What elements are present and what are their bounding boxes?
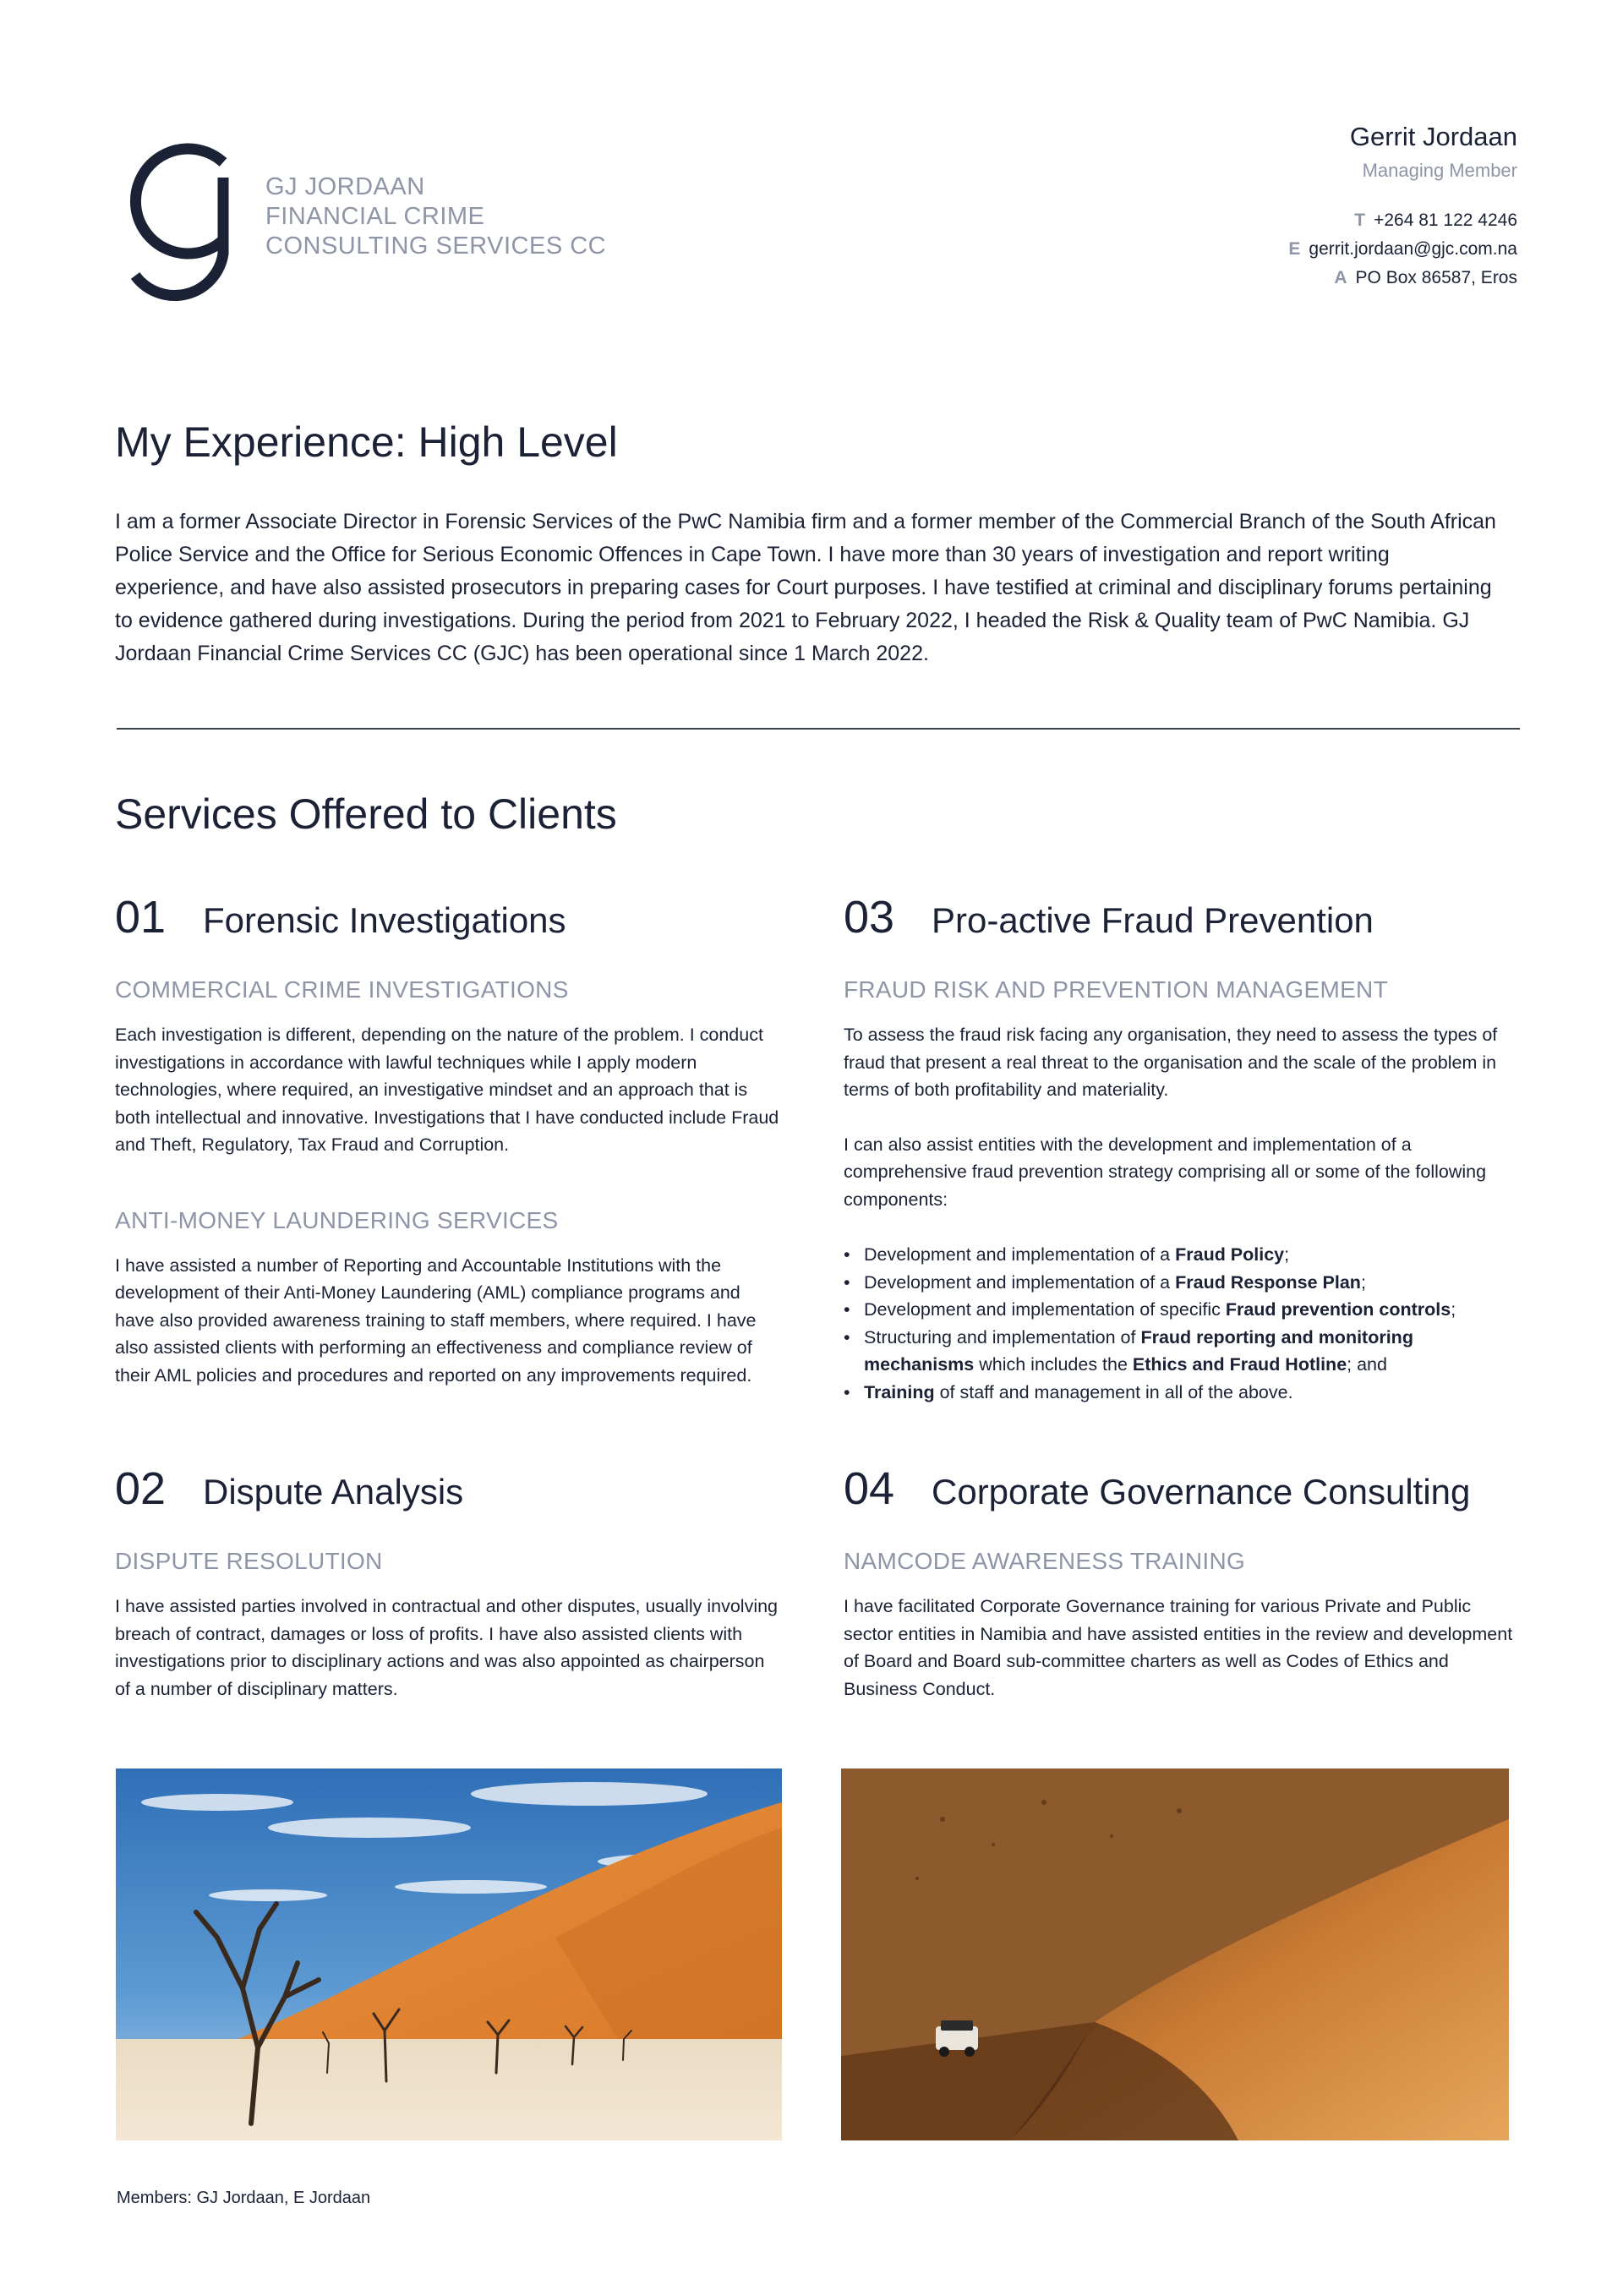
list-item: • Training of staff and management in all of the above. [844, 1379, 1511, 1407]
list-item: • Development and implementation of a Fraud Response Plan; [844, 1269, 1511, 1297]
service-04 [844, 1463, 1520, 1703]
list-item: • Development and implementation of a Fraud Policy; [844, 1241, 1511, 1269]
footer-members: Members: GJ Jordaan, E Jordaan [117, 2189, 371, 2207]
company-line-3: CONSULTING SERVICES CC [265, 232, 607, 260]
divider [117, 728, 1520, 730]
deadvlei-photo [116, 1768, 782, 2140]
service-01 [115, 892, 783, 1389]
service-number: 01 [115, 892, 167, 943]
experience-title: My Experience: High Level [115, 418, 618, 466]
company-line-2: FINANCIAL CRIME [265, 203, 485, 230]
service-02 [115, 1463, 783, 1703]
contact-email: E gerrit.jordaan@gjc.com.na [1288, 239, 1517, 259]
contact-role: Managing Member [1362, 160, 1517, 181]
service-subtitle: FRAUD RISK AND PREVENTION MANAGEMENT [844, 976, 1388, 1003]
service-number: 03 [844, 892, 895, 943]
contact-phone: T +264 81 122 4246 [1354, 210, 1517, 230]
service-paragraph: I have assisted parties involved in contractual and other disputes, usually involving breach of contract, damages or loss of profits. I have also assisted clients with investigations prior to disciplinary actions and was also appointed as chairperson of a number of disciplinary matters. [115, 1596, 779, 1699]
service-title: Forensic Investigations [203, 900, 566, 940]
service-03 [844, 892, 1511, 1406]
list-item: • Development and implementation of specific Fraud prevention controls; [844, 1296, 1511, 1324]
service-subtitle: DISPUTE RESOLUTION [115, 1548, 383, 1574]
service-subtitle: COMMERCIAL CRIME INVESTIGATIONS [115, 976, 569, 1003]
service-paragraph: I have assisted a number of Reporting and Accountable Institutions with the development of their Anti-Money Laundering (AML) compliance programs and have also provided awareness training to staff members, where required. I have also assisted clients with performing an effectiveness and compliance review of their AML policies and procedures and reported on any improvements required. [115, 1255, 757, 1386]
service-number: 02 [115, 1463, 167, 1514]
service-title: Corporate Governance Consulting [932, 1472, 1471, 1512]
service-number: 04 [844, 1463, 895, 1514]
company-line-1: GJ JORDAAN [265, 173, 425, 200]
dune-vehicle-photo [841, 1768, 1509, 2140]
gj-logo-icon [115, 127, 242, 304]
service-title: Pro-active Fraud Prevention [932, 900, 1374, 940]
list-item: • Structuring and implementation of Fraud reporting and monitoring mechanisms which includes the Ethics and Fraud Hotline; and [844, 1324, 1511, 1379]
service-paragraph: Each investigation is different, depending on the nature of the problem. I conduct investigations in accordance with lawful techniques while I apply modern technologies, where required, an investigative mindset and an approach that is both intellectual and innovative. Investigations that I have conducted include Fraud and Theft, Regulatory, Tax Fraud and Corruption. [115, 1025, 779, 1155]
contact-block [926, 120, 1517, 292]
company-name [265, 172, 606, 261]
service-subtitle: ANTI-MONEY LAUNDERING SERVICES [115, 1206, 559, 1233]
experience-body: I am a former Associate Director in Forensic Services of the PwC Namibia firm and a former member of the Commercial Branch of the South African Police Service and the Office for Serious Economic Offences in Cape Town. I have more than 30 years of investigation and report writing experience, and have also assisted prosecutors in preparing cases for Court purposes. I have testified at criminal and disciplinary forums pertaining to evidence gathered during investigations. During the period from 2021 to February 2022, I headed the Risk & Quality team of PwC Namibia. GJ Jordaan Financial Crime Services CC (GJC) has been operational since 1 March 2022. [115, 510, 1496, 665]
service-paragraph: I can also assist entities with the development and implementation of a comprehensive fraud prevention strategy comprising all or some of the following components: [844, 1134, 1487, 1210]
services-title: Services Offered to Clients [115, 790, 617, 838]
service-subtitle: NAMCODE AWARENESS TRAINING [844, 1548, 1246, 1574]
service-title: Dispute Analysis [203, 1472, 464, 1512]
service-paragraph: To assess the fraud risk facing any organisation, they need to assess the types of fraud that present a real threat to the organisation and the scale of the problem in terms of both profitability and materiality. [844, 1025, 1498, 1100]
components-list [844, 1241, 1511, 1406]
contact-name: Gerrit Jordaan [1349, 122, 1517, 151]
service-paragraph: I have facilitated Corporate Governance training for various Private and Public sector entities in Namibia and have assisted entities in the review and development of Board and Board sub-committee charters as well as Codes of Ethics and Business Conduct. [844, 1596, 1513, 1699]
contact-address: A PO Box 86587, Eros [1334, 268, 1517, 287]
